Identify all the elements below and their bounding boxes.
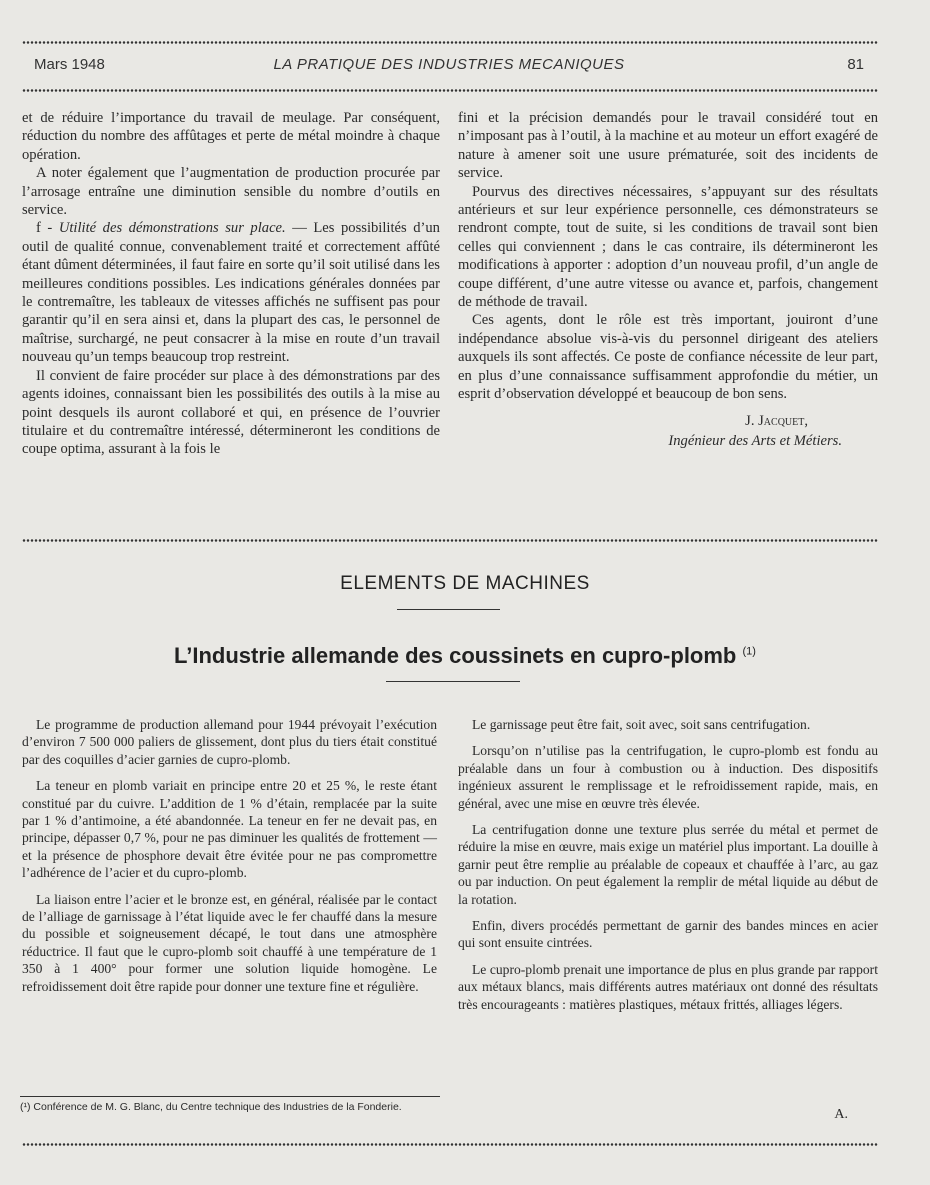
paragraph: A noter également que l’augmentation de production procurée par l’arrosage entraîne une diminution sensible du nombre d’outils en service.	[22, 165, 440, 219]
paragraph: Lorsqu’on n’utilise pas la centrifugation, le cupro-plomb est fondu au préalable dans un four à combustion ou à induction. Des dispositifs ingénieux assurent le remplissage et le refroidissement rapide, mais, en général, avec une mise en œuvre très élevée.	[458, 743, 878, 811]
header-journal-title: LA PRATIQUE DES INDUSTRIES MECANIQUES	[273, 56, 625, 73]
paragraph: fini et la précision demandés pour le travail considéré tout en n’imposant pas à l’outil, à la machine et au moteur un effort exagéré de nature à amener soit une usure prématurée, soit des incidents de service.	[458, 110, 878, 182]
header-page-number: 81	[847, 56, 864, 73]
paragraph: et de réduire l’importance du travail de meulage. Par conséquent, réduction du nombre des affûtages et perte de métal moindre à chaque opération.	[22, 110, 440, 163]
paragraph: Ces agents, dont le rôle est très important, jouiront d’une indépendance absolue vis-à-vis du personnel dirigeant des ateliers auxquels ils sont affectés. Ce poste de confiance nécessite de leur part, en plus d’une connaissance suffisamment approfondie du métier, un esprit d’observation développé et beaucoup de bon sens.	[458, 312, 878, 403]
dotted-rule-section	[22, 539, 878, 542]
paragraph: Il convient de faire procéder sur place à des démonstrations par des agents idoines, connaissant bien les possibilités des outils à la mise au point desquels ils auront collaboré et qui, en présence de l’ouvrier titulaire et du contremaître intéressé, détermineront les conditions de coupe optima, assurant à la fois le	[22, 367, 440, 458]
signature	[458, 412, 878, 451]
f-lead: f -	[36, 220, 59, 237]
running-header	[34, 56, 864, 76]
author-name: J. Jacquet,	[745, 412, 808, 429]
paragraph: Le programme de production allemand pour 1944 prévoyait l’exécution d’environ 7 500 000 paliers de glissement, dont plus du tiers était constitué par des coquilles d’acier garnies de cupro-plomb.	[22, 717, 437, 767]
paragraph-f	[22, 219, 440, 366]
top-left-column	[22, 109, 440, 459]
paragraph: Enfin, divers procédés permettant de garnir des bandes minces en acier qui sont ensuite cintrées.	[458, 918, 878, 951]
article-left-column	[22, 716, 437, 1004]
article-title	[0, 643, 930, 669]
article-title-text: L’Industrie allemande des coussinets en cupro-plomb	[174, 643, 737, 668]
footnote-rule	[20, 1096, 440, 1097]
dotted-rule-header	[22, 89, 878, 92]
article-right-column	[458, 716, 878, 1022]
section-title: ELEMENTS DE MACHINES	[340, 573, 590, 594]
paragraph: La centrifugation donne une texture plus serrée du métal et permet de réduire la mise en œuvre, mais exige un matériel plus important. La douille à garnir peut être remplie au préalable de copeaux et chauffée à l’arc, au gaz ou par induction. On peut également la remplir de métal liquide au début de la rotation.	[458, 822, 878, 907]
paragraph: La liaison entre l’acier et le bronze est, en général, réalisée par le contact de l’alliage de garnissage à l’état liquide avec le fer chauffé dans la mesure du possible et soigneusement décapé, le tout dans une atmosphère réductrice. Il faut que le cupro-plomb soit chauffé à une température de 1 350 à 1 400° pour former une solution liquide homogène. Le refroidissement doit être rapide pour donner une texture fine et régulière.	[22, 891, 437, 994]
top-right-column	[458, 109, 878, 450]
f-heading: Utilité des démonstrations sur place.	[58, 220, 286, 237]
article-note-mark: (1)	[742, 645, 756, 658]
author-title: Ingénieur des Arts et Métiers.	[668, 432, 842, 449]
paragraph: Le cupro-plomb prenait une importance de plus en plus grande par rapport aux métaux blancs, mais différents autres matériaux ont donné des résultats très encourageants : matières plastiques, métaux frittés, alliages légers.	[458, 961, 878, 1012]
dotted-rule-bottom	[22, 1143, 878, 1146]
paragraph: Pourvus des directives nécessaires, s’appuyant sur des résultats antérieurs et sur leur expérience personnelle, ces démonstrateurs se rendront compte, tout de suite, si les conditions de travail sont bien celles qui conviennent ; dans le cas contraire, ils détermineront les modifications à apporter : adoption d’un nouveau profil, d’un angle de coupe différent, d’une autre vitesse ou avance et, parfois, changement de méthode de travail.	[458, 183, 878, 311]
paragraph: Le garnissage peut être fait, soit avec, soit sans centrifugation.	[472, 717, 811, 732]
footnote: (¹) Conférence de M. G. Blanc, du Centre technique des Industries de la Fonderie.	[20, 1101, 402, 1113]
header-date: Mars 1948	[34, 56, 105, 73]
article-title-rule	[386, 681, 520, 682]
f-text: — Les possibilités d’un outil de qualité connue, convenablement traité et correctement affûté étant dûment déterminées, il faut faire en sorte qu’il soit utilisé dans les meilleures conditions possibles. Les indications générales données par le contremaître, les tableaux de vitesses affichés ne suffisent pas pour garantir qu’il en sera ainsi et, dans la plupart des cas, le personnel de maîtrise, surchargé, ne peut consacrer à la mise en route d’un travail nouveau qu’un temps beaucoup trop restreint.	[22, 220, 440, 366]
paragraph: La teneur en plomb variait en principe entre 20 et 25 %, le reste étant constitué par du cuivre. L’addition de 1 % d’étain, remplacée par la suite par 1 % d’antimoine, a été abandonnée. La teneur en fer ne devait pas, en principe, dépasser 0,7 %, pour ne pas diminuer les qualités de frottement — et la présence de phosphore devait être évitée pour ne pas compromettre l’adhérence de l’acier et du cupro-plomb.	[22, 778, 437, 881]
author-initial: A.	[834, 1107, 848, 1122]
dotted-rule-top	[22, 41, 878, 44]
section-title-rule	[397, 609, 500, 610]
